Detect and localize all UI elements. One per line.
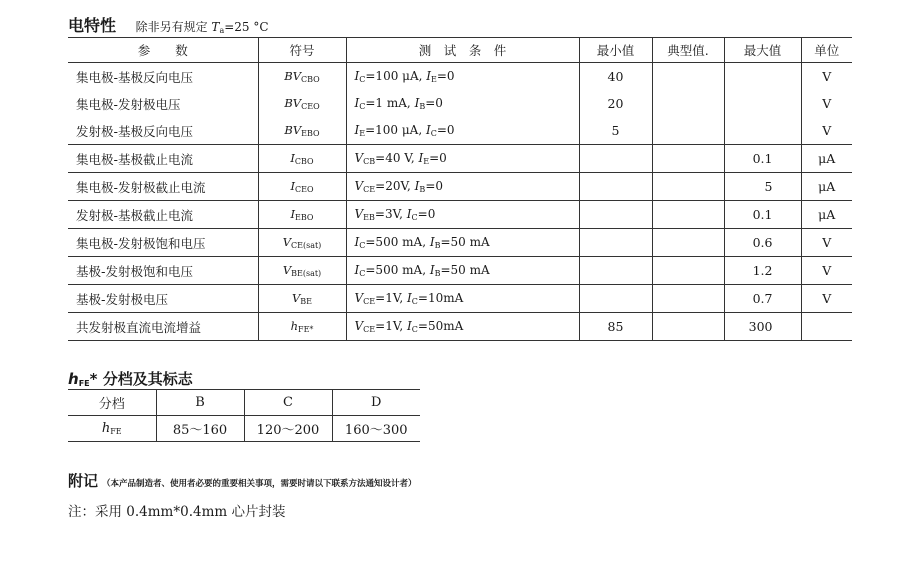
min-cell — [579, 173, 652, 201]
symbol-sub: CBO — [294, 157, 314, 166]
min-cell: 20 — [579, 90, 652, 117]
cond-symbol: I — [406, 207, 412, 221]
typ-cell — [652, 173, 724, 201]
symbol-cell — [258, 229, 346, 257]
symbol-sub: EBO — [295, 213, 314, 222]
bin-b: B — [156, 390, 244, 416]
title-note-prefix: 除非另有规定 — [135, 20, 212, 34]
title-condition — [136, 20, 269, 34]
typ-cell — [652, 229, 724, 257]
min-cell: 40 — [579, 63, 652, 91]
condition-cell — [346, 313, 579, 341]
symbol-cell — [258, 117, 346, 145]
condition-cell — [346, 173, 579, 201]
symbol-cell — [258, 201, 346, 229]
param-cell: 集电极-发射极截止电流 — [68, 173, 258, 201]
symbol-main: BV — [284, 69, 302, 83]
condition-cell — [346, 117, 579, 145]
param-cell: 共发射极直流电流增益 — [68, 313, 258, 341]
max-cell — [724, 117, 801, 145]
cond-sub: C — [430, 129, 437, 138]
temp-sub: a — [219, 26, 225, 35]
cond-value: =0 — [425, 179, 444, 193]
cond-sub: C — [359, 75, 366, 84]
condition-cell — [346, 145, 579, 173]
typ-cell — [652, 285, 724, 313]
symbol-sub: CBO — [301, 75, 320, 84]
cond-symbol: I — [354, 263, 360, 277]
hfe-section-title — [68, 368, 193, 389]
min-cell — [579, 229, 652, 257]
cond-sub: B — [419, 102, 426, 111]
cond-value: =500 mA, — [365, 263, 430, 277]
unit-cell: V — [801, 257, 852, 285]
appendix-heading — [68, 470, 417, 491]
hfe-bins-table — [68, 389, 420, 442]
condition-cell — [346, 285, 579, 313]
symbol-sub: BE — [300, 297, 313, 306]
param-cell: 集电极-基极截止电流 — [68, 145, 258, 173]
symbol-sub: BE(sat) — [291, 269, 322, 278]
cond-value: =10mA — [417, 291, 464, 305]
condition-cell — [346, 201, 579, 229]
table-row — [68, 313, 852, 341]
table-row — [68, 173, 852, 201]
max-cell: 0.7 — [724, 285, 801, 313]
cond-value: =20V, — [375, 179, 415, 193]
hfe-title-text: * 分档及其标志 — [89, 370, 193, 388]
table-header-row — [68, 38, 852, 63]
appendix-subtitle: （本产品制造者、使用者必要的重要相关事项，需要时请以下联系方法通知设计者） — [102, 479, 417, 489]
cond-sub: B — [419, 185, 426, 194]
cond-value: =0 — [429, 151, 447, 165]
table-row — [68, 63, 852, 91]
cond-value: =3V, — [374, 207, 407, 221]
unit-cell: μA — [801, 145, 852, 173]
max-cell: 0.1 — [724, 145, 801, 173]
cond-value: =1V, — [375, 319, 408, 333]
cond-value: =0 — [417, 207, 436, 221]
symbol-main: h — [290, 319, 299, 333]
cond-value: =50 mA — [440, 263, 490, 277]
symbol-cell — [258, 173, 346, 201]
symbol-cell — [258, 90, 346, 117]
cond-symbol: I — [354, 235, 360, 249]
hfe-title-symbol: h — [68, 370, 79, 388]
cond-sub: E — [423, 157, 430, 166]
symbol-sub: CEO — [301, 102, 320, 111]
cond-symbol: I — [414, 96, 420, 110]
range-d: 160～300 — [332, 416, 420, 442]
symbol-cell — [258, 285, 346, 313]
cond-sub: C — [359, 269, 366, 278]
symbol-cell — [258, 145, 346, 173]
condition-cell — [346, 257, 579, 285]
symbol-main: BV — [284, 123, 302, 137]
cond-value: =0 — [425, 96, 443, 110]
bin-c: C — [244, 390, 332, 416]
electrical-characteristics-table — [68, 37, 852, 341]
cond-symbol: I — [354, 123, 360, 137]
appendix-title: 附记 — [68, 472, 99, 490]
unit-cell: V — [801, 63, 852, 91]
symbol-main: V — [282, 235, 291, 249]
max-cell: 300 — [724, 313, 801, 341]
header-max: 最大值 — [724, 38, 801, 63]
cond-sub: B — [434, 241, 441, 250]
cond-symbol: I — [418, 151, 424, 165]
typ-cell — [652, 201, 724, 229]
unit-cell: V — [801, 285, 852, 313]
cond-sub: CE — [363, 325, 376, 334]
cond-sub: C — [359, 241, 366, 250]
cond-symbol: I — [429, 263, 435, 277]
cond-symbol: I — [429, 235, 435, 249]
bins-label-row — [68, 390, 420, 416]
cond-sub: C — [411, 325, 418, 334]
cond-value: =40 V, — [375, 151, 419, 165]
table-row — [68, 145, 852, 173]
cond-sub: C — [411, 297, 418, 306]
hfe-row-sub: FE — [110, 427, 122, 436]
cond-symbol: I — [407, 291, 412, 305]
typ-cell — [652, 145, 724, 173]
param-cell: 发射极-基极截止电流 — [68, 201, 258, 229]
cond-sub: C — [359, 102, 366, 111]
cond-sub: C — [411, 213, 418, 222]
appendix-note: 注：采用 0.4mm*0.4mm 心片封装 — [68, 504, 286, 520]
header-param: 参 数 — [68, 38, 258, 63]
symbol-main: V — [291, 291, 301, 305]
unit-cell: V — [801, 90, 852, 117]
cond-symbol: V — [354, 207, 364, 221]
min-cell — [579, 285, 652, 313]
max-cell — [724, 63, 801, 91]
cond-symbol: V — [354, 291, 364, 305]
unit-cell — [801, 313, 852, 341]
temp-value: =25 °C — [224, 20, 269, 34]
param-cell: 发射极-基极反向电压 — [68, 117, 258, 145]
condition-cell — [346, 63, 579, 91]
unit-cell: μA — [801, 173, 852, 201]
min-cell — [579, 201, 652, 229]
bin-label-cell: 分档 — [68, 390, 156, 416]
param-cell: 集电极-基极反向电压 — [76, 69, 194, 85]
cond-symbol: I — [407, 319, 412, 333]
param-cell: 集电极-发射极饱和电压 — [68, 229, 258, 257]
table-row — [68, 257, 852, 285]
condition-cell — [346, 90, 579, 117]
header-typ: 典型值. — [652, 38, 724, 63]
cond-value: =100 μA, — [365, 69, 427, 83]
symbol-main: I — [290, 151, 295, 165]
condition-cell — [346, 229, 579, 257]
range-c: 120～200 — [244, 416, 332, 442]
unit-cell: V — [801, 117, 852, 145]
symbol-sub: EBO — [301, 129, 320, 138]
max-cell: 0.6 — [724, 229, 801, 257]
symbol-sub: CE(sat) — [291, 241, 322, 250]
bins-range-row — [68, 416, 420, 442]
cond-symbol: I — [414, 179, 420, 193]
cond-symbol: I — [354, 96, 360, 110]
symbol-cell — [258, 313, 346, 341]
table-row — [68, 285, 852, 313]
cond-value: =50 mA — [440, 235, 490, 249]
cond-sub: E — [359, 129, 366, 138]
max-cell: 5 — [724, 173, 801, 201]
param-cell: 基极-发射极饱和电压 — [68, 257, 258, 285]
cond-value: =500 mA, — [365, 235, 430, 249]
max-cell: 0.1 — [724, 201, 801, 229]
typ-cell — [652, 90, 724, 117]
hfe-row-symbol-cell — [68, 416, 156, 442]
header-unit: 单位 — [801, 38, 852, 63]
hfe-title-sub: FE — [78, 379, 90, 388]
unit-cell: V — [801, 229, 852, 257]
symbol-main: V — [282, 263, 292, 277]
table-row — [68, 90, 852, 117]
table-row — [68, 117, 852, 145]
cond-sub: EB — [363, 213, 375, 222]
cond-sub: E — [431, 75, 437, 84]
unit-cell: μA — [801, 201, 852, 229]
cond-symbol: V — [354, 319, 364, 333]
typ-cell — [652, 63, 724, 91]
cond-value: =0 — [436, 69, 455, 83]
cond-symbol: I — [354, 69, 360, 83]
table-row — [68, 201, 852, 229]
max-cell — [724, 90, 801, 117]
symbol-cell — [258, 63, 346, 91]
header-min: 最小值 — [579, 38, 652, 63]
min-cell — [579, 145, 652, 173]
cond-symbol: V — [354, 179, 364, 193]
min-cell — [579, 257, 652, 285]
param-cell: 基极-发射极电压 — [68, 285, 258, 313]
symbol-main: BV — [284, 96, 302, 110]
section-title — [68, 13, 269, 36]
hfe-row-symbol: h — [101, 421, 111, 436]
symbol-sub: CEO — [295, 185, 314, 194]
min-cell: 5 — [579, 117, 652, 145]
param-cell: 集电极-发射极电压 — [76, 96, 181, 112]
cond-sub: B — [434, 269, 441, 278]
typ-cell — [652, 257, 724, 285]
temp-symbol: T — [211, 20, 220, 34]
min-cell: 85 — [579, 313, 652, 341]
header-conditions: 测 试 条 件 — [346, 38, 579, 63]
header-symbol: 符号 — [258, 38, 346, 63]
bin-d: D — [332, 390, 420, 416]
symbol-main: I — [290, 207, 296, 221]
cond-value: =1V, — [375, 291, 408, 305]
cond-sub: CB — [363, 157, 376, 166]
cond-symbol: I — [425, 123, 431, 137]
cond-value: =50mA — [417, 319, 464, 333]
typ-cell — [652, 117, 724, 145]
cond-sub: CE — [363, 297, 376, 306]
max-cell: 1.2 — [724, 257, 801, 285]
typ-cell — [652, 313, 724, 341]
cond-sub: CE — [363, 185, 376, 194]
symbol-cell — [258, 257, 346, 285]
range-b: 85～160 — [156, 416, 244, 442]
table-row — [68, 229, 852, 257]
title-main: 电特性 — [68, 16, 117, 35]
symbol-main: I — [290, 179, 295, 193]
cond-symbol: V — [354, 151, 364, 165]
cond-value: =0 — [436, 123, 455, 137]
symbol-sub: FE* — [298, 325, 314, 334]
cond-value: =100 μA, — [365, 123, 426, 137]
cond-value: =1 mA, — [365, 96, 415, 110]
cond-symbol: I — [426, 69, 431, 83]
